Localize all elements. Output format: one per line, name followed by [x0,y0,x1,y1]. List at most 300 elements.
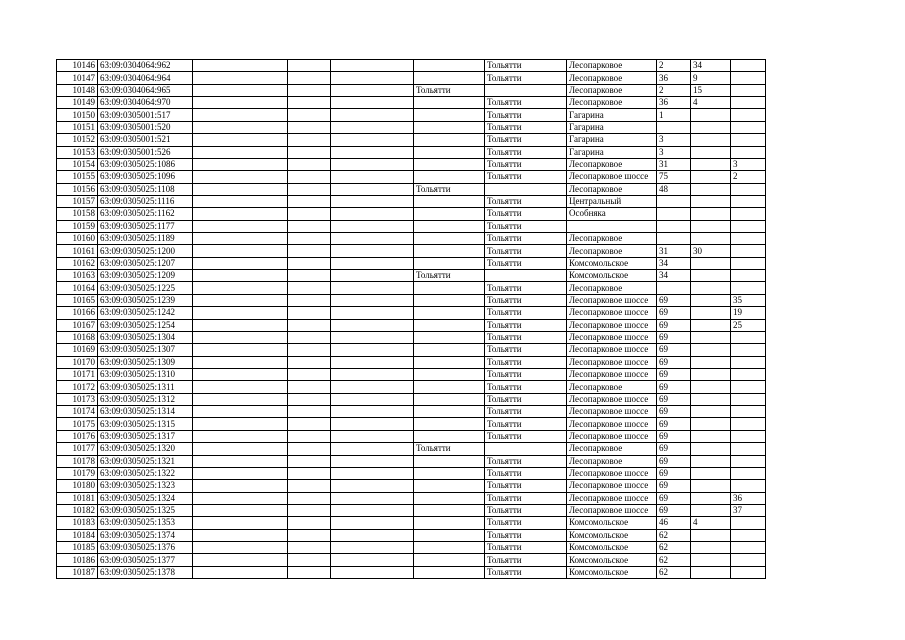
table-cell [414,492,485,504]
table-cell [691,393,731,405]
table-cell [414,171,485,183]
table-row [57,84,766,96]
table-cell: Тольятти [414,84,485,96]
table-cell [731,134,766,146]
row-number-cell: 10147 [57,72,98,84]
table-cell: 36 [657,97,691,109]
table-row [57,443,766,455]
table-cell: Тольятти [485,554,567,566]
row-number-cell: 10184 [57,529,98,541]
table-cell: Комсомольское [567,270,657,282]
table-cell [691,554,731,566]
table-cell [288,480,331,492]
cadastral-number-cell: 63:09:0305025:1320 [98,443,193,455]
table-cell: Лесопарковое [567,282,657,294]
table-row [57,294,766,306]
table-cell [485,270,567,282]
cadastral-number-cell: 63:09:0305025:1324 [98,492,193,504]
table-cell [731,97,766,109]
table-cell [193,492,288,504]
table-cell: 30 [691,245,731,257]
table-cell [691,529,731,541]
table-cell [193,381,288,393]
table-cell [657,220,691,232]
row-number-cell: 10160 [57,233,98,245]
table-cell [414,381,485,393]
table-cell [288,146,331,158]
table-cell [414,529,485,541]
table-cell [288,97,331,109]
table-cell [691,381,731,393]
table-cell [331,183,414,195]
table-cell [731,566,766,578]
table-cell [288,121,331,133]
table-row [57,183,766,195]
table-row [57,158,766,170]
table-cell: Лесопарковое шоссе [567,294,657,306]
table-cell [485,84,567,96]
table-cell: Тольятти [485,208,567,220]
table-row [57,282,766,294]
table-cell [288,60,331,72]
cadastral-number-cell: 63:09:0305025:1207 [98,257,193,269]
table-cell: Тольятти [485,134,567,146]
row-number-cell: 10162 [57,257,98,269]
row-number-cell: 10183 [57,517,98,529]
cadastral-number-cell: 63:09:0305025:1353 [98,517,193,529]
table-cell [691,109,731,121]
table-cell [288,84,331,96]
table-cell [414,504,485,516]
table-cell: 2 [731,171,766,183]
table-cell [193,517,288,529]
table-cell: Тольятти [485,368,567,380]
table-cell: Лесопарковое шоссе [567,307,657,319]
table-cell [193,183,288,195]
table-cell: Тольятти [485,406,567,418]
table-cell: 69 [657,307,691,319]
table-cell: 69 [657,294,691,306]
table-cell: Лесопарковое шоссе [567,331,657,343]
table-cell [731,517,766,529]
cadastral-number-cell: 63:09:0305025:1254 [98,319,193,331]
table-cell [193,171,288,183]
table-cell [691,134,731,146]
table-cell: Комсомольское [567,554,657,566]
table-cell [414,368,485,380]
table-cell: 2 [657,84,691,96]
table-cell [193,344,288,356]
table-cell: 69 [657,406,691,418]
cadastral-number-cell: 63:09:0305001:517 [98,109,193,121]
table-cell [331,455,414,467]
table-cell [193,467,288,479]
table-cell [288,504,331,516]
table-cell [331,480,414,492]
table-cell [288,443,331,455]
table-cell [731,455,766,467]
cadastral-number-cell: 63:09:0305025:1378 [98,566,193,578]
table-cell: Лесопарковое [567,183,657,195]
table-cell [691,294,731,306]
table-cell [331,406,414,418]
row-number-cell: 10164 [57,282,98,294]
row-number-cell: 10156 [57,183,98,195]
table-cell: Тольятти [485,529,567,541]
table-cell [331,381,414,393]
table-cell: 48 [657,183,691,195]
table-cell: Лесопарковое шоссе [567,393,657,405]
table-cell [414,430,485,442]
table-cell [331,356,414,368]
cadastral-number-cell: 63:09:0305025:1311 [98,381,193,393]
table-cell [193,455,288,467]
table-cell [288,492,331,504]
table-row [57,517,766,529]
table-cell [193,307,288,319]
table-cell [193,158,288,170]
table-cell [414,554,485,566]
table-cell [414,393,485,405]
table-cell: Тольятти [485,492,567,504]
table-cell [193,418,288,430]
table-cell [691,504,731,516]
cadastral-number-cell: 63:09:0305025:1315 [98,418,193,430]
table-cell [331,443,414,455]
table-cell [331,134,414,146]
table-row [57,72,766,84]
table-cell [331,418,414,430]
table-cell: 31 [657,245,691,257]
table-cell [193,294,288,306]
table-cell [414,517,485,529]
table-row [57,331,766,343]
table-row [57,307,766,319]
table-cell [331,208,414,220]
table-cell [331,84,414,96]
table-cell [193,430,288,442]
table-cell: Тольятти [485,418,567,430]
table-row [57,418,766,430]
table-row [57,195,766,207]
row-number-cell: 10161 [57,245,98,257]
table-cell [731,84,766,96]
table-cell: Комсомольское [567,257,657,269]
table-cell [731,331,766,343]
table-cell [691,492,731,504]
table-row [57,109,766,121]
table-cell [193,282,288,294]
table-cell: 69 [657,344,691,356]
table-cell [731,356,766,368]
row-number-cell: 10148 [57,84,98,96]
table-cell [731,208,766,220]
table-row [57,406,766,418]
table-cell [331,554,414,566]
table-row [57,542,766,554]
table-cell [331,430,414,442]
table-cell [331,233,414,245]
table-cell [331,171,414,183]
table-cell [691,220,731,232]
row-number-cell: 10176 [57,430,98,442]
row-number-cell: 10150 [57,109,98,121]
table-cell: Лесопарковое [567,158,657,170]
table-row [57,480,766,492]
row-number-cell: 10157 [57,195,98,207]
cadastral-number-cell: 63:09:0305025:1116 [98,195,193,207]
table-cell: 36 [657,72,691,84]
table-cell [691,171,731,183]
table-cell: Тольятти [485,542,567,554]
table-cell [414,97,485,109]
table-cell [691,158,731,170]
table-cell: 3 [657,134,691,146]
table-cell [193,146,288,158]
table-cell [691,430,731,442]
table-cell [288,319,331,331]
table-cell [193,443,288,455]
table-cell [731,282,766,294]
table-cell [731,554,766,566]
row-number-cell: 10177 [57,443,98,455]
cadastral-number-cell: 63:09:0305001:521 [98,134,193,146]
table-cell [331,368,414,380]
table-cell: Тольятти [485,331,567,343]
table-cell [288,134,331,146]
table-cell [691,208,731,220]
table-cell: Комсомольское [567,542,657,554]
row-number-cell: 10178 [57,455,98,467]
cadastral-number-cell: 63:09:0305025:1323 [98,480,193,492]
table-cell: 34 [691,60,731,72]
table-cell: Тольятти [485,467,567,479]
table-cell [288,282,331,294]
table-cell [193,121,288,133]
table-cell: 37 [731,504,766,516]
table-cell [731,270,766,282]
row-number-cell: 10180 [57,480,98,492]
table-cell [288,158,331,170]
row-number-cell: 10167 [57,319,98,331]
table-row [57,504,766,516]
table-cell: 69 [657,319,691,331]
table-cell [731,257,766,269]
table-cell [288,406,331,418]
table-cell [288,183,331,195]
table-cell: 75 [657,171,691,183]
table-cell: Комсомольское [567,517,657,529]
table-cell: Лесопарковое шоссе [567,430,657,442]
table-cell [288,542,331,554]
table-row [57,529,766,541]
table-cell [288,430,331,442]
table-cell: Лесопарковое шоссе [567,406,657,418]
table-row [57,319,766,331]
table-row [57,344,766,356]
table-cell: Тольятти [485,356,567,368]
table-row [57,146,766,158]
table-cell [414,294,485,306]
table-row [57,257,766,269]
table-row [57,270,766,282]
table-cell: Лесопарковое [567,443,657,455]
table-cell [193,393,288,405]
table-cell [691,307,731,319]
table-cell: Тольятти [485,294,567,306]
table-cell: Лесопарковое шоссе [567,344,657,356]
table-cell: 69 [657,455,691,467]
table-row [57,233,766,245]
table-cell [731,220,766,232]
table-cell [288,220,331,232]
row-number-cell: 10186 [57,554,98,566]
table-cell [193,60,288,72]
table-cell [691,319,731,331]
table-cell [193,529,288,541]
table-cell [731,418,766,430]
table-row [57,455,766,467]
cadastral-number-cell: 63:09:0305025:1321 [98,455,193,467]
cadastral-number-cell: 63:09:0305025:1225 [98,282,193,294]
table-cell: Гагарина [567,134,657,146]
table-cell [193,195,288,207]
table-cell [193,84,288,96]
table-body [57,60,766,579]
table-cell [288,455,331,467]
table-row [57,554,766,566]
table-cell [288,356,331,368]
table-cell: 69 [657,430,691,442]
table-cell: Тольятти [485,97,567,109]
table-cell [193,356,288,368]
table-cell [331,60,414,72]
table-cell [288,294,331,306]
table-cell [691,146,731,158]
table-cell [691,542,731,554]
table-row [57,171,766,183]
table-cell: 25 [731,319,766,331]
cadastral-number-cell: 63:09:0304064:970 [98,97,193,109]
table-cell [691,480,731,492]
table-cell [731,467,766,479]
table-cell: Тольятти [485,220,567,232]
table-cell [485,443,567,455]
table-cell: Тольятти [485,257,567,269]
table-cell: 69 [657,504,691,516]
table-cell [731,195,766,207]
table-cell [691,183,731,195]
cadastral-number-cell: 63:09:0305025:1242 [98,307,193,319]
table-cell: Лесопарковое шоссе [567,171,657,183]
row-number-cell: 10152 [57,134,98,146]
table-cell [485,183,567,195]
table-cell [288,566,331,578]
table-cell [414,208,485,220]
table-cell [691,282,731,294]
table-cell [193,97,288,109]
table-cell [331,504,414,516]
table-cell [414,455,485,467]
table-cell [288,171,331,183]
table-cell: 19 [731,307,766,319]
table-cell [193,72,288,84]
row-number-cell: 10169 [57,344,98,356]
table-cell [657,121,691,133]
cadastral-number-cell: 63:09:0305025:1177 [98,220,193,232]
table-cell [731,529,766,541]
table-cell [331,97,414,109]
table-cell: Тольятти [485,480,567,492]
table-cell: Тольятти [485,504,567,516]
table-cell [414,480,485,492]
table-cell [288,257,331,269]
row-number-cell: 10179 [57,467,98,479]
table-cell: Лесопарковое шоссе [567,368,657,380]
table-cell [414,245,485,257]
cadastral-number-cell: 63:09:0305025:1374 [98,529,193,541]
cadastral-number-cell: 63:09:0305025:1162 [98,208,193,220]
table-cell [691,455,731,467]
table-cell: Тольятти [485,393,567,405]
table-cell [193,554,288,566]
table-cell: Лесопарковое [567,233,657,245]
row-number-cell: 10182 [57,504,98,516]
table-cell: 2 [657,60,691,72]
table-cell: 69 [657,480,691,492]
table-cell: 1 [657,109,691,121]
table-row [57,60,766,72]
table-cell: Тольятти [485,60,567,72]
table-cell [414,121,485,133]
table-cell [691,418,731,430]
table-cell [331,220,414,232]
table-cell [414,233,485,245]
row-number-cell: 10175 [57,418,98,430]
table-cell [193,566,288,578]
table-cell: 15 [691,84,731,96]
table-cell [731,60,766,72]
table-cell [414,307,485,319]
table-row [57,467,766,479]
table-cell: 4 [691,97,731,109]
cadastral-number-cell: 63:09:0305025:1086 [98,158,193,170]
cadastral-number-cell: 63:09:0305025:1312 [98,393,193,405]
table-cell [331,331,414,343]
table-cell [414,566,485,578]
table-cell: Тольятти [485,282,567,294]
table-cell [331,529,414,541]
table-cell: Комсомольское [567,529,657,541]
cadastral-number-cell: 63:09:0305025:1377 [98,554,193,566]
table-row [57,381,766,393]
table-cell: Лесопарковое шоссе [567,356,657,368]
table-cell: Лесопарковое шоссе [567,504,657,516]
table-cell: Тольятти [485,158,567,170]
table-cell [193,134,288,146]
table-cell [331,158,414,170]
table-cell: Тольятти [485,195,567,207]
table-row [57,393,766,405]
table-cell: Лесопарковое шоссе [567,480,657,492]
row-number-cell: 10154 [57,158,98,170]
table-cell [193,504,288,516]
table-cell [331,121,414,133]
table-cell [414,60,485,72]
table-cell [331,146,414,158]
row-number-cell: 10149 [57,97,98,109]
table-cell: Тольятти [414,270,485,282]
